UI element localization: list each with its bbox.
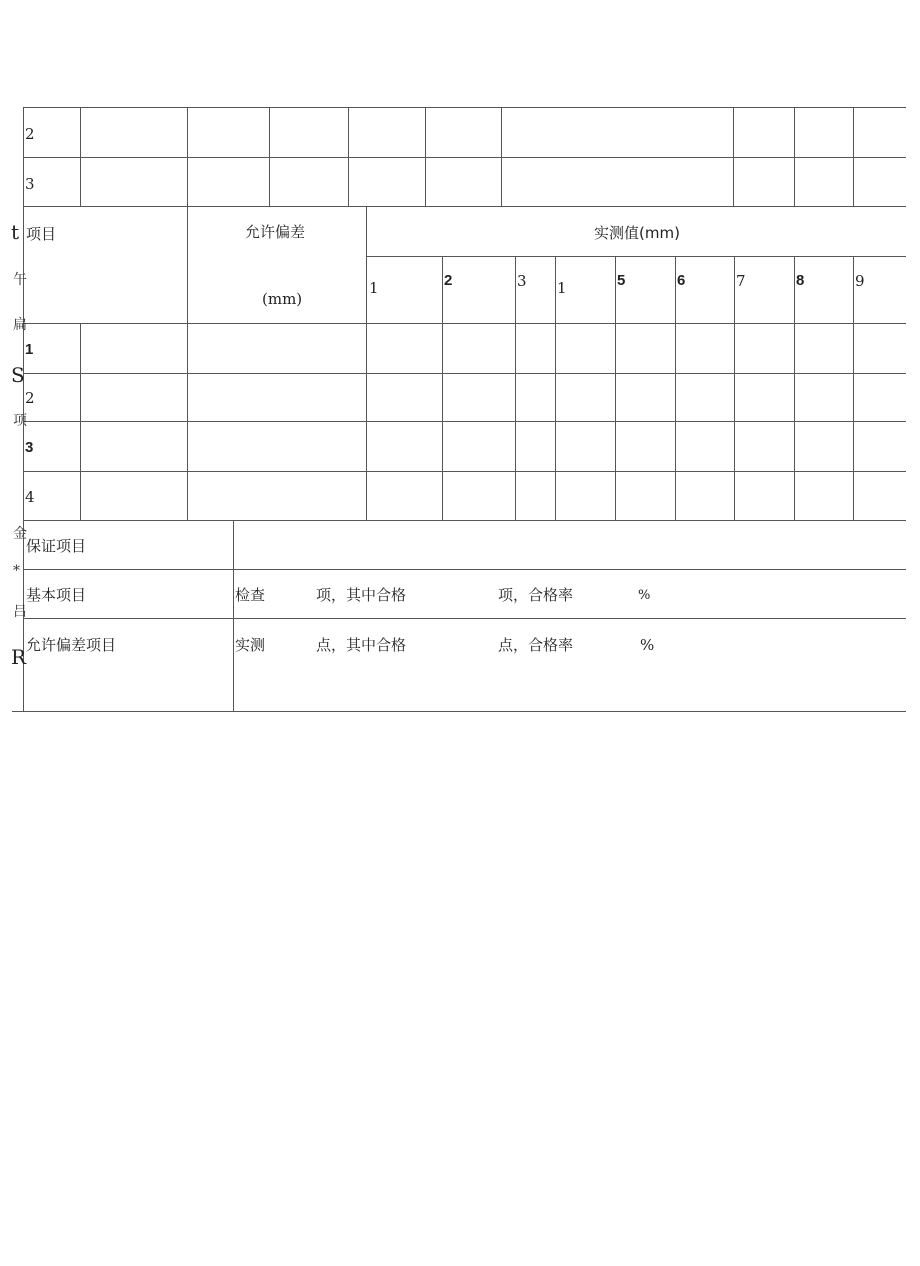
deviation-label: 允许偏差项目 xyxy=(26,636,117,654)
basic-percent: % xyxy=(638,588,651,603)
col-line xyxy=(675,256,676,520)
rule-row3-bottom xyxy=(23,206,906,207)
basic-label: 基本项目 xyxy=(26,586,87,604)
side-fragment: S xyxy=(11,363,25,387)
col-line xyxy=(233,520,234,711)
header-allowed-deviation-unit: (mm) xyxy=(262,290,303,308)
col-line xyxy=(515,256,516,520)
col-line xyxy=(794,107,795,206)
col-line xyxy=(80,323,81,520)
col-line xyxy=(733,107,734,206)
header-item: 项目 xyxy=(26,225,57,243)
top-row-number: 3 xyxy=(25,175,35,193)
point-number: 6 xyxy=(677,272,686,289)
side-fragment: t xyxy=(11,220,20,244)
side-fragment: 项 xyxy=(13,413,27,429)
top-row-number: 2 xyxy=(25,125,35,143)
point-number: 7 xyxy=(736,272,746,290)
basic-items-pass: 项，其中合格 xyxy=(316,586,407,604)
col-line xyxy=(425,107,426,206)
deviation-points-rate: 点，合格率 xyxy=(498,636,574,654)
col-line xyxy=(269,107,270,206)
rule-guarantee-bottom xyxy=(23,569,906,570)
point-number: 9 xyxy=(855,272,865,290)
col-line xyxy=(187,206,188,520)
rule-header-bottom xyxy=(23,323,906,324)
side-fragment: R xyxy=(11,645,27,669)
basic-items-rate: 项，合格率 xyxy=(498,586,574,604)
rule-top xyxy=(23,107,906,108)
row-number: 3 xyxy=(25,439,34,456)
col-line xyxy=(348,107,349,206)
col-line xyxy=(366,206,367,520)
side-fragment: 扁 xyxy=(13,317,27,333)
border-left xyxy=(23,107,24,711)
point-number: 2 xyxy=(444,272,453,289)
guarantee-label: 保证项目 xyxy=(26,537,87,555)
point-number: 8 xyxy=(796,272,805,289)
rule-measured-sub xyxy=(366,256,906,257)
col-line xyxy=(615,256,616,520)
point-number: 5 xyxy=(617,272,626,289)
side-fragment: * xyxy=(13,563,20,579)
header-measured: 实测值(mm) xyxy=(594,224,680,242)
col-line xyxy=(853,256,854,520)
rule-row2-bottom xyxy=(23,157,906,158)
deviation-measured: 实测 xyxy=(235,636,266,654)
basic-check: 检查 xyxy=(235,586,266,604)
rule-row-1-bottom xyxy=(23,373,906,374)
rule-basic-bottom xyxy=(23,618,906,619)
col-line xyxy=(187,107,188,206)
row-number: 2 xyxy=(25,389,35,407)
col-line xyxy=(734,256,735,520)
side-fragment: 金 xyxy=(13,526,27,542)
point-number: 1 xyxy=(369,279,379,297)
rule-row-3-bottom xyxy=(23,471,906,472)
point-number: 1 xyxy=(557,279,567,297)
col-line xyxy=(794,256,795,520)
row-number: 4 xyxy=(25,488,35,506)
rule-row-4-bottom xyxy=(23,520,906,521)
col-line xyxy=(442,256,443,520)
side-fragment: 吕 xyxy=(13,604,27,620)
col-line xyxy=(80,107,81,206)
rule-row-2-bottom xyxy=(23,421,906,422)
col-line xyxy=(555,256,556,520)
deviation-percent: % xyxy=(640,636,655,654)
side-fragment: 午 xyxy=(13,272,27,288)
col-line xyxy=(853,107,854,206)
rule-bottom xyxy=(12,711,906,712)
col-line xyxy=(501,107,502,206)
deviation-points-pass: 点，其中合格 xyxy=(316,636,407,654)
row-number: 1 xyxy=(25,341,34,358)
header-allowed-deviation: 允许偏差 xyxy=(245,223,306,241)
point-number: 3 xyxy=(517,272,527,290)
